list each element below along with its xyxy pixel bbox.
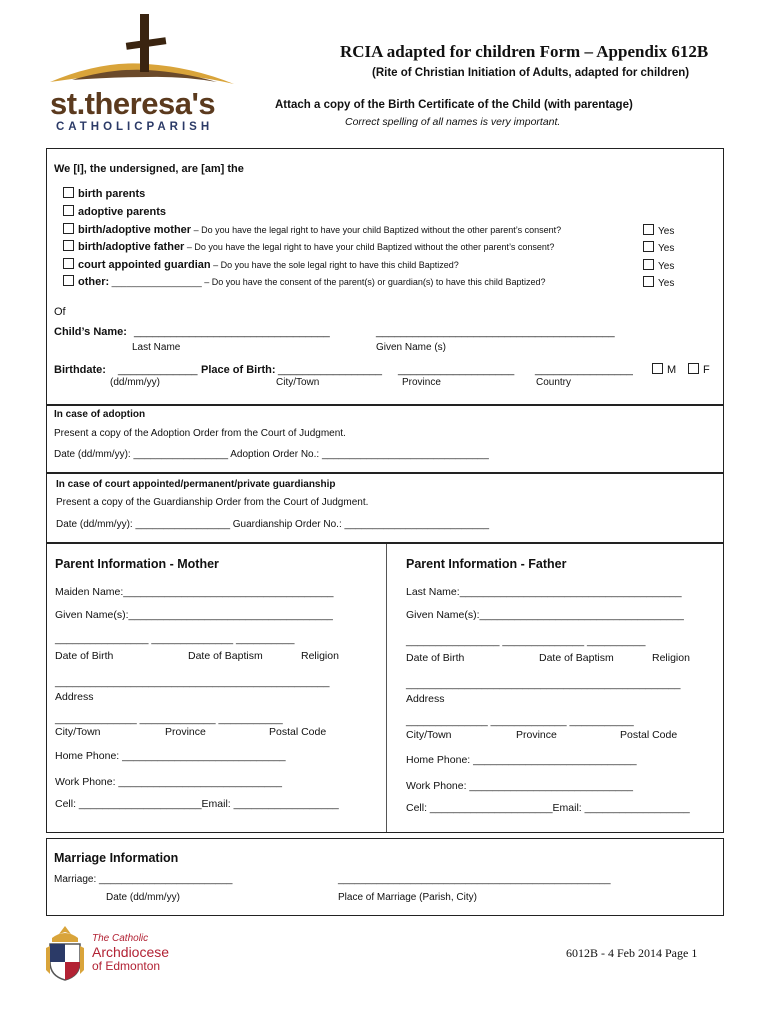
archdiocese-line3: of Edmonton: [92, 959, 161, 973]
given-name-caption: Given Name (s): [376, 342, 447, 353]
child-name-label: Child’s Name:: [54, 326, 127, 338]
last-name-caption: Last Name: [132, 342, 181, 353]
city-caption: City/Town: [276, 377, 320, 388]
attach-instruction: Attach a copy of the Birth Certificate of the Child (with parentage): [275, 99, 633, 111]
option-label: birth parents: [78, 188, 146, 200]
option-checkbox[interactable]: [63, 205, 74, 216]
father-baptism-caption: Date of Baptism: [539, 652, 614, 664]
marriage-date-field[interactable]: Marriage: ________________________: [54, 874, 233, 885]
yes-label: Yes: [658, 226, 675, 237]
adoption-date-field[interactable]: Date (dd/mm/yy): _________________ Adoption Order No.: ______________________________: [54, 449, 489, 460]
marriage-heading: Marriage Information: [54, 851, 179, 865]
father-dob-caption: Date of Birth: [406, 652, 465, 664]
option-label: birth/adoptive father: [78, 241, 185, 253]
father-city-caption: City/Town: [406, 729, 452, 741]
yes-label: Yes: [658, 261, 675, 272]
parish-sub: CATHOLICPARISH: [56, 121, 214, 133]
mother-lines3[interactable]: ________________ ______________ __________: [55, 633, 295, 645]
option-row: [63, 223, 561, 236]
option-checkbox[interactable]: [63, 258, 74, 269]
option-row: [63, 205, 166, 218]
mother-home[interactable]: Home Phone: ____________________________: [55, 750, 286, 762]
child-given-name-field[interactable]: _______________________________________: [376, 326, 615, 338]
birthdate-field[interactable]: _____________: [118, 364, 198, 376]
spelling-note: Correct spelling of all names is very important.: [345, 116, 561, 128]
option-row: [63, 187, 145, 200]
form-subtitle: (Rite of Christian Initiation of Adults, adapted for children): [372, 67, 690, 79]
father-name2[interactable]: Given Name(s):___________________________________: [406, 609, 684, 621]
father-cell[interactable]: Cell: _____________________Email: __________________: [406, 802, 690, 814]
adoption-box: [46, 405, 724, 473]
father-home[interactable]: Home Phone: ____________________________: [406, 754, 637, 766]
mother-cell[interactable]: Cell: _____________________Email: __________________: [55, 798, 339, 810]
sex-f-checkbox[interactable]: [688, 363, 710, 376]
sex-f-label: F: [703, 364, 710, 376]
guardianship-heading: In case of court appointed/permanent/private guardianship: [56, 479, 336, 490]
father-address: Address: [406, 693, 445, 705]
mother-address: Address: [55, 691, 94, 703]
father-lines-addr[interactable]: ______________ _____________ ___________: [406, 715, 634, 727]
father-religion-caption: Religion: [652, 652, 690, 664]
page-footer: 6012B - 4 Feb 2014 Page 1: [566, 946, 698, 960]
parents-divider: [386, 544, 387, 832]
adoption-text: Present a copy of the Adoption Order from the Court of Judgment.: [54, 428, 346, 439]
father-heading: Parent Information - Father: [406, 557, 567, 571]
birth-province-field[interactable]: ___________________: [398, 364, 515, 376]
option-question: __________________ – Do you have the consent of the parent(s) or guardian(s) to have this child Baptized?: [109, 277, 546, 287]
option-question: – Do you have the legal right to have your child Baptized without the other parent’s consent?: [184, 242, 555, 252]
form-title: RCIA adapted for children Form – Appendix 612B: [340, 42, 709, 61]
father-postal-caption: Postal Code: [620, 729, 678, 741]
child-last-name-field[interactable]: ________________________________: [134, 326, 330, 338]
archdiocese-line2: Archdiocese: [92, 944, 170, 960]
marriage-date-caption: Date (dd/mm/yy): [106, 892, 180, 903]
option-question: – Do you have the sole legal right to have this child Baptized?: [210, 260, 459, 270]
dob-caption: (dd/mm/yy): [110, 377, 160, 388]
parish-name: st.theresa's: [50, 86, 216, 121]
country-caption: Country: [536, 377, 572, 388]
father-lines3[interactable]: ________________ ______________ __________: [406, 635, 646, 647]
yes-checkbox[interactable]: [643, 241, 674, 254]
sex-m-checkbox[interactable]: [652, 363, 676, 376]
yes-checkbox[interactable]: [643, 259, 674, 272]
mother-dob-caption: Date of Birth: [55, 650, 114, 662]
mother-baptism-caption: Date of Baptism: [188, 650, 263, 662]
father-name1[interactable]: Last Name:______________________________________: [406, 586, 682, 598]
option-checkbox[interactable]: [63, 275, 74, 286]
parish-logo: [42, 12, 242, 132]
mother-province-caption: Province: [165, 726, 206, 738]
mother-name2[interactable]: Given Name(s):___________________________________: [55, 609, 333, 621]
option-label: birth/adoptive mother: [78, 224, 192, 236]
marriage-place-field[interactable]: _________________________________________________: [338, 874, 611, 885]
mother-heading: Parent Information - Mother: [55, 557, 219, 571]
father-work[interactable]: Work Phone: ____________________________: [406, 780, 633, 792]
mother-work[interactable]: Work Phone: ____________________________: [55, 776, 282, 788]
declaration-intro: We [I], the undersigned, are [am] the: [54, 163, 244, 175]
mother-city-caption: City/Town: [55, 726, 101, 738]
adoption-heading: In case of adoption: [54, 409, 146, 420]
mother-postal-caption: Postal Code: [269, 726, 327, 738]
option-row: [63, 275, 545, 288]
mother-religion-caption: Religion: [301, 650, 339, 662]
option-label: adoptive parents: [78, 206, 167, 218]
marriage-place-caption: Place of Marriage (Parish, City): [338, 892, 477, 903]
yes-checkbox[interactable]: [643, 224, 674, 237]
guardianship-text: Present a copy of the Guardianship Order from the Court of Judgment.: [56, 497, 369, 508]
guardianship-date-field[interactable]: Date (dd/mm/yy): _________________ Guardianship Order No.: __________________________: [56, 519, 490, 530]
option-checkbox[interactable]: [63, 187, 74, 198]
sex-m-label: M: [667, 364, 677, 376]
father-address-line[interactable]: _______________________________________________: [406, 678, 681, 690]
mother-address-line[interactable]: _______________________________________________: [55, 676, 330, 688]
option-checkbox[interactable]: [63, 240, 74, 251]
option-label: other:: [78, 276, 110, 288]
province-caption: Province: [402, 377, 441, 388]
archdiocese-crest-icon: [44, 924, 86, 982]
yes-label: Yes: [658, 278, 675, 289]
yes-label: Yes: [658, 243, 675, 254]
option-row: [63, 258, 459, 271]
option-label: court appointed guardian: [78, 259, 211, 271]
archdiocese-line1: The Catholic: [92, 933, 149, 944]
option-row: [63, 240, 554, 253]
father-province-caption: Province: [516, 729, 557, 741]
birthdate-label: Birthdate:: [54, 364, 106, 376]
option-question: – Do you have the legal right to have your child Baptized without the other parent’s consent?: [191, 225, 562, 235]
cross-icon: [42, 12, 242, 92]
birth-country-field[interactable]: ________________: [535, 364, 633, 376]
mother-name1[interactable]: Maiden Name:____________________________________: [55, 586, 334, 598]
option-checkbox[interactable]: [63, 223, 74, 234]
yes-checkbox[interactable]: [643, 276, 674, 289]
birth-city-field[interactable]: _________________: [278, 364, 383, 376]
mother-lines-addr[interactable]: ______________ _____________ ___________: [55, 713, 283, 725]
of-label: Of: [54, 306, 66, 318]
place-of-birth-label: Place of Birth:: [201, 364, 276, 376]
